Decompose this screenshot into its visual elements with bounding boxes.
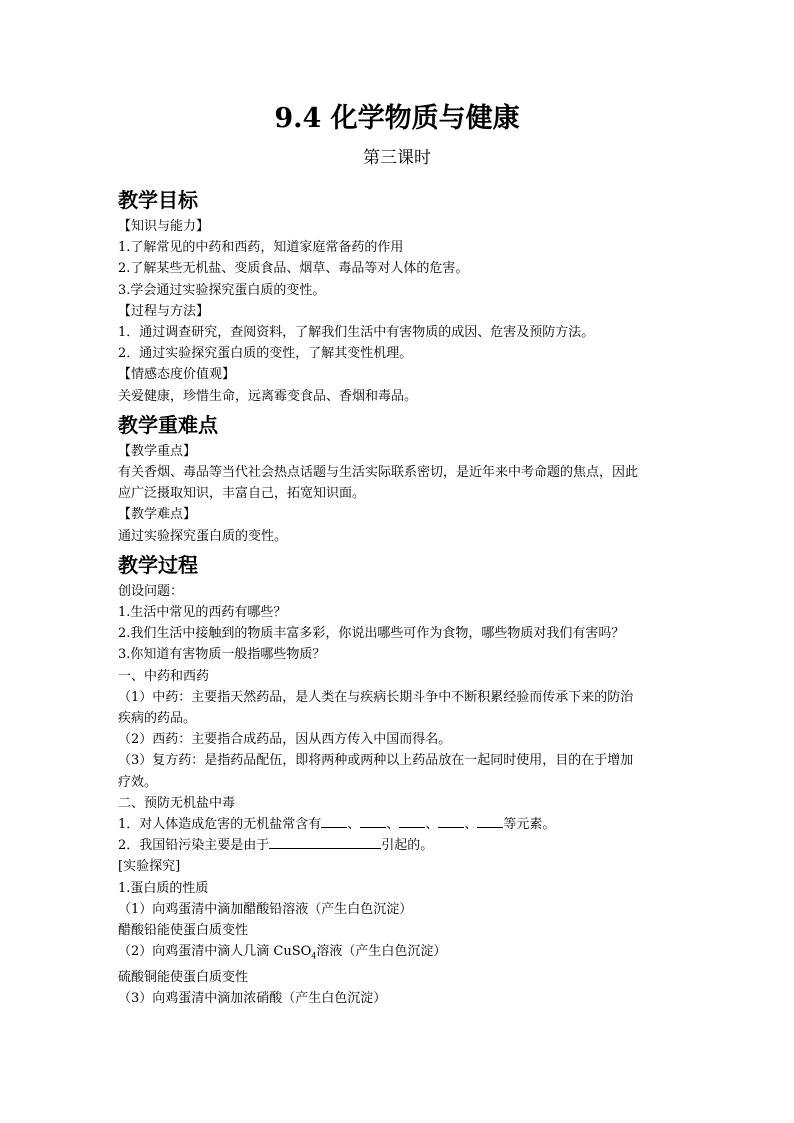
fill-blank[interactable] bbox=[399, 815, 425, 828]
document-body bbox=[118, 186, 684, 1010]
text-line: 应广泛摄取知识，丰富自己，拓宽知识面。 bbox=[118, 486, 366, 502]
document-subtitle: 第三课时 bbox=[363, 148, 431, 168]
text-line: 【知识与能力】 bbox=[118, 219, 210, 234]
fill-blank[interactable] bbox=[321, 815, 347, 828]
section-heading-goals: 教学目标 bbox=[118, 188, 198, 212]
text-line: 2.我们生活中接触到的物质丰富多彩，你说出哪些可作为食物，哪些物质对我们有害吗？ bbox=[118, 626, 625, 642]
fill-in-question-1 bbox=[118, 814, 684, 835]
text-line: 关爱健康，珍惜生命，远离霉变食品、香烟和毒品。 bbox=[118, 388, 418, 404]
text-line: 2．通过实验探究蛋白质的变性，了解其变性机理。 bbox=[118, 346, 413, 362]
text-line: （3）复方药：是指药品配伍，即将两种或两种以上药品放在一起同时使用，目的在于增加 bbox=[118, 753, 634, 769]
text-line: 疾病的药品。 bbox=[118, 711, 197, 727]
text-line: 有关香烟、毒品等当代社会热点话题与生活实际联系密切，是近年来中考命题的焦点，因此 bbox=[118, 465, 639, 481]
text-line: 二、预防无机盐中毒 bbox=[118, 795, 236, 811]
text-line: 醋酸铅能使蛋白质变性 bbox=[118, 923, 249, 939]
section-heading-key-points: 教学重难点 bbox=[118, 412, 218, 437]
question-text: 1．对人体造成危害的无机盐常含有 bbox=[118, 817, 322, 833]
text-line: （2）向鸡蛋清中滴人几滴 CuSO bbox=[118, 944, 312, 960]
section-heading-process: 教学过程 bbox=[118, 552, 198, 577]
text-line: 创设问题： bbox=[118, 583, 184, 599]
text-line: 疗效。 bbox=[118, 774, 158, 790]
question-text: 等元素。 bbox=[503, 817, 556, 833]
text-line: （2）西药：主要指合成药品，因从西方传入中国而得名。 bbox=[118, 732, 452, 748]
text-line: 【教学难点】 bbox=[118, 507, 197, 523]
text-line: 【过程与方法】 bbox=[118, 303, 210, 319]
text-line: （3）向鸡蛋清中滴加浓硝酸（产生白色沉淀） bbox=[118, 991, 387, 1007]
text-line: 1.生活中常见的西药有哪些？ bbox=[118, 605, 287, 621]
text-line: 1.蛋白质的性质 bbox=[118, 880, 209, 896]
fill-blank[interactable] bbox=[360, 815, 386, 828]
text-line: [实验探究] bbox=[118, 859, 181, 875]
separator: 、 bbox=[464, 817, 478, 833]
text-line: 2.了解某些无机盐、变质食品、烟草、毒品等对人体的危害。 bbox=[118, 261, 469, 277]
process-content bbox=[118, 581, 684, 1010]
text-line: 一、中药和西药 bbox=[118, 668, 210, 684]
text-line: 通过实验探究蛋白质的变性。 bbox=[118, 528, 288, 544]
text-line: 3.学会通过实验探究蛋白质的变性。 bbox=[118, 282, 326, 298]
text-line: （1）向鸡蛋清中滴加醋酸铅溶液（产生白色沉淀） bbox=[118, 901, 413, 917]
separator: 、 bbox=[347, 817, 361, 833]
fill-in-question-2 bbox=[118, 835, 684, 856]
key-points-content bbox=[118, 441, 684, 547]
question-text: 2．我国铅污染主要是由于 bbox=[118, 838, 270, 854]
text-line: 【情感态度价值观】 bbox=[118, 367, 236, 383]
fill-blank[interactable] bbox=[477, 815, 503, 828]
question-text: 引起的。 bbox=[381, 838, 434, 854]
document-title: 9.4 化学物质与健康 bbox=[274, 103, 520, 134]
text-line: 硫酸铜能使蛋白质变性 bbox=[118, 970, 249, 986]
text-line: 【教学重点】 bbox=[118, 443, 197, 459]
text-line: 3.你知道有害物质一般指哪些物质？ bbox=[118, 647, 326, 663]
text-line: 溶液（产生白色沉淀） bbox=[316, 944, 447, 960]
fill-blank[interactable] bbox=[269, 836, 381, 849]
cuso4-line bbox=[118, 941, 684, 967]
text-line: 1．通过调查研究，查阅资料，了解我们生活中有害物质的成因、危害及预防方法。 bbox=[118, 325, 595, 341]
separator: 、 bbox=[425, 817, 439, 833]
subscript: 4 bbox=[311, 951, 317, 961]
fill-blank[interactable] bbox=[438, 815, 464, 828]
goals-content bbox=[118, 216, 684, 407]
separator: 、 bbox=[386, 817, 400, 833]
text-line: （1）中药：主要指天然药品，是人类在与疾病长期斗争中不断积累经验而传承下来的防治 bbox=[118, 689, 634, 705]
text-line: 1.了解常见的中药和西药，知道家庭常备药的作用 bbox=[118, 240, 404, 256]
